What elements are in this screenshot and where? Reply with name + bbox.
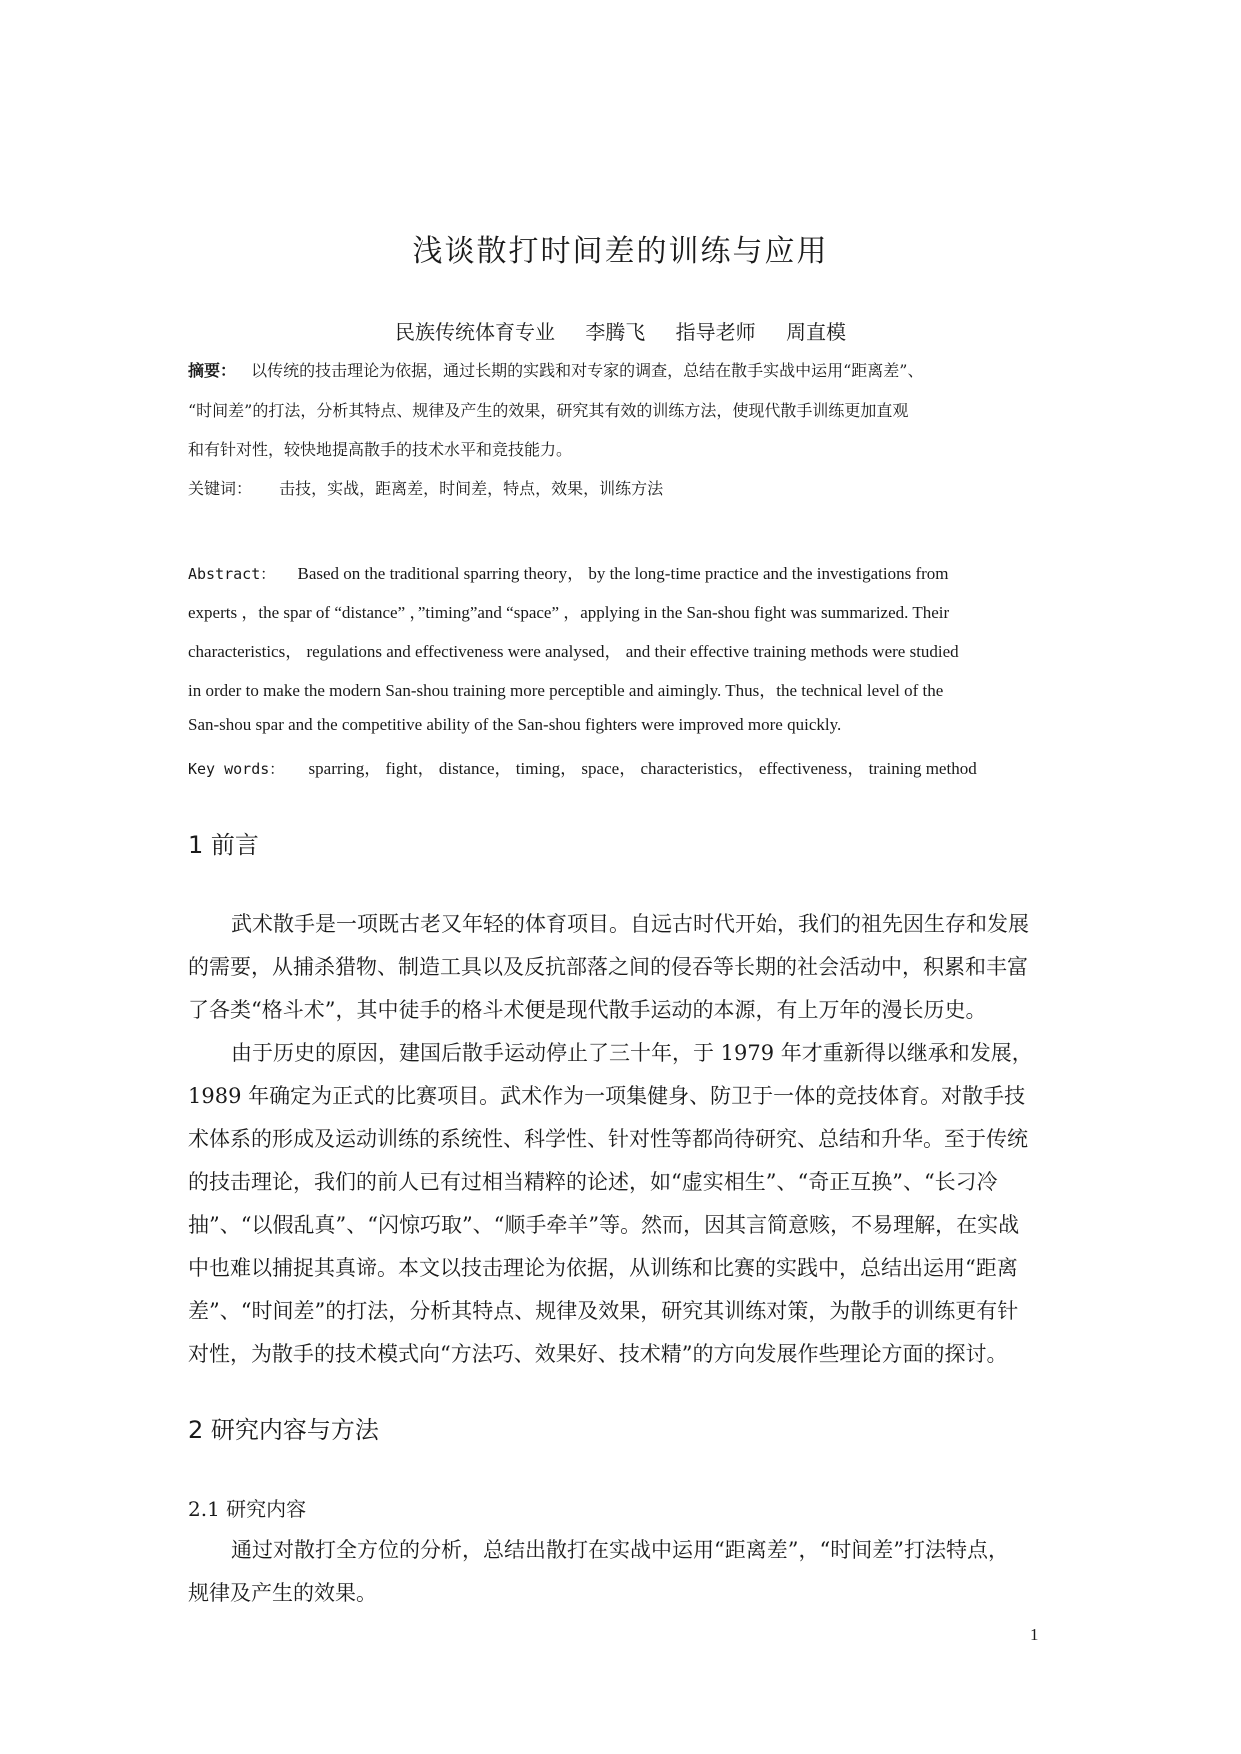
paragraph-line: 术体系的形成及运动训练的系统性、科学性、针对性等都尚待研究、总结和升华。至于传统 (188, 1127, 1028, 1151)
paragraph-line: 1989 年确定为正式的比赛项目。武术作为一项集健身、防卫于一体的竞技体育。对散手技 (188, 1084, 1026, 1108)
section-heading: 2 研究内容与方法 (188, 1416, 379, 1444)
keywords-cn-text: 击技，实战，距离差，时间差，特点，效果，训练方法 (279, 479, 664, 498)
keywords-cn-label: 关键词： (188, 479, 253, 498)
abstract-cn-label: 摘要： (188, 361, 237, 380)
keywords-en-text: sparring， fight， distance， timing， space， characteristics， effectiveness， training method (308, 759, 977, 778)
author-major: 民族传统体育专业 (394, 320, 555, 344)
abstract-en-line: in order to make the modern San-shou training more perceptible and aimingly. Thus，the technical level of the (188, 681, 944, 700)
subsection-heading: 2.1 研究内容 (188, 1497, 307, 1521)
abstract-en-line: experts ，the spar of “distance” ，”timing”and “space” ，applying in the San-shou fight was summarized. Their (188, 603, 950, 622)
paragraph-line: 规律及产生的效果。 (188, 1581, 377, 1605)
advisor-label: 指导老师 (675, 320, 756, 344)
paragraph-line: 对性，为散手的技术模式向“方法巧、效果好、技术精”的方向发展作些理论方面的探讨。 (188, 1342, 1008, 1366)
paragraph-line: 中也难以捕捉其真谛。本文以技击理论为依据，从训练和比赛的实践中，总结出运用“距离 (188, 1256, 1018, 1280)
abstract-en-line: Abstract： Based on the traditional sparring theory， by the long-time practice and the investigations from (188, 564, 949, 583)
paragraph-line: 的需要，从捕杀猎物、制造工具以及反抗部落之间的侵吞等长期的社会活动中，积累和丰富 (188, 955, 1028, 979)
abstract-en-label: Abstract： (188, 565, 276, 583)
keywords-en (188, 754, 977, 779)
author-line (0, 316, 1241, 345)
paragraph-line: 通过对散打全方位的分析，总结出散打在实战中运用“距离差”，“时间差”打法特点， (231, 1538, 1009, 1562)
page-number: 1 (1030, 1625, 1039, 1644)
paragraph-line: 抽”、“以假乱真”、“闪惊巧取”、“顺手牵羊”等。然而，因其言简意赅，不易理解，在实战 (188, 1213, 1020, 1237)
abstract-cn-line: 摘要： 以传统的技击理论为依据，通过长期的实践和对专家的调查，总结在散手实战中运用“距离差”、 (188, 361, 924, 380)
paragraph-line: 了各类“格斗术”，其中徒手的格斗术便是现代散手运动的本源，有上万年的漫长历史。 (188, 998, 987, 1022)
author-name: 李腾飞 (585, 320, 646, 344)
abstract-en-line: characteristics， regulations and effectiveness were analysed， and their effective training methods were studied (188, 642, 959, 661)
paragraph-line: 差”、“时间差”的打法，分析其特点、规律及效果，研究其训练对策，为散手的训练更有针 (188, 1299, 1019, 1323)
abstract-cn-line: 和有针对性，较快地提高散手的技术水平和竞技能力。 (188, 440, 573, 459)
page-title: 浅谈散打时间差的训练与应用 (412, 234, 829, 269)
keywords-en-label: Key words： (188, 760, 285, 778)
paragraph-line: 武术散手是一项既古老又年轻的体育项目。自远古时代开始，我们的祖先因生存和发展 (231, 912, 1029, 936)
advisor-name: 周直模 (786, 320, 847, 344)
paragraph-line: 由于历史的原因，建国后散手运动停止了三十年，于 1979 年才重新得以继承和发展， (231, 1041, 1033, 1065)
abstract-en-line: San-shou spar and the competitive ability of the San-shou fighters were improved more quickly. (188, 715, 842, 734)
abstract-cn-line: “时间差”的打法，分析其特点、规律及产生的效果，研究其有效的训练方法，使现代散手训练更加直观 (188, 401, 909, 420)
section-heading: 1 前言 (188, 831, 259, 859)
paragraph-line: 的技击理论，我们的前人已有过相当精粹的论述，如“虚实相生”、“奇正互换”、“长刁冷 (188, 1170, 998, 1194)
keywords-cn (188, 476, 663, 499)
